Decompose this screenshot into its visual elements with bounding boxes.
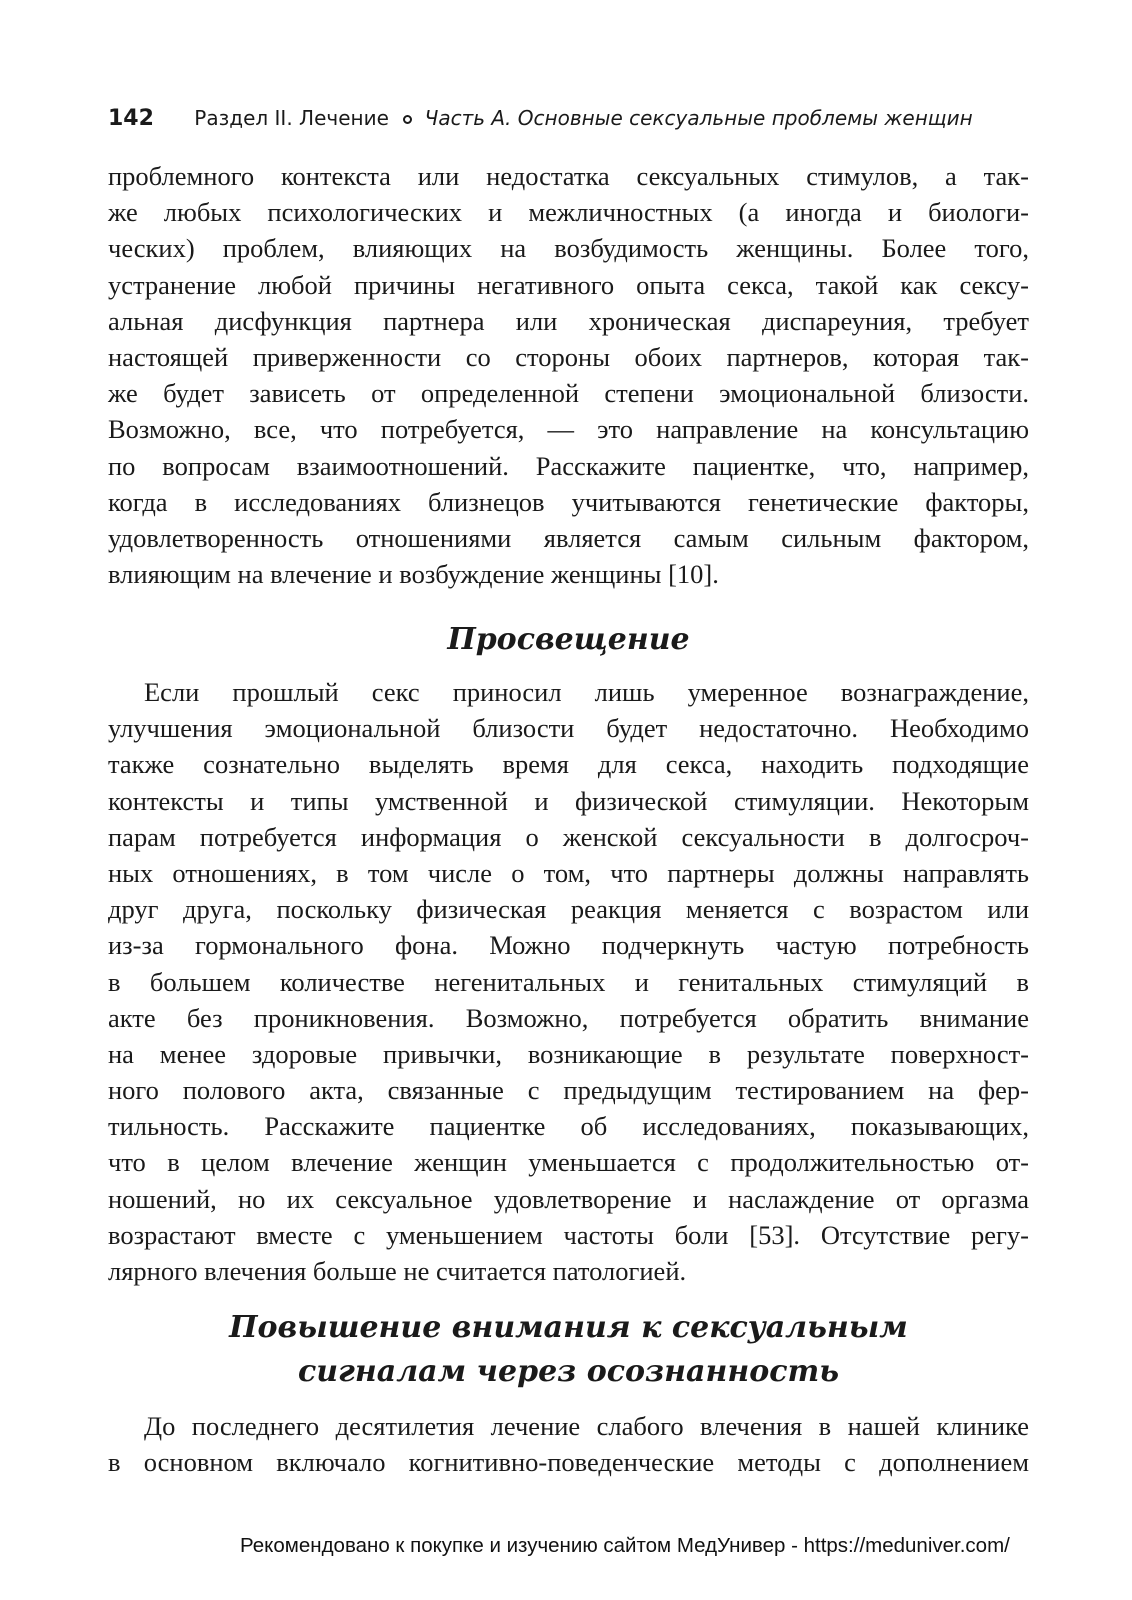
paragraph-continuation <box>108 158 1029 592</box>
text-line: когда в исследованиях близнецов учитываются генетические факторы, <box>108 486 1029 517</box>
section-heading-mindfulness <box>108 1306 1029 1394</box>
text-line: улучшения эмоциональной близости будет недостаточно. Необходимо <box>108 713 1029 744</box>
paragraph-education <box>108 674 1029 1289</box>
text-line: на менее здоровые привычки, возникающие в результате поверхност- <box>108 1038 1029 1069</box>
text-line: ных отношениях, в том числе о том, что партнеры должны направлять <box>108 857 1029 888</box>
text-line: также сознательно выделять время для секса, находить подходящие <box>108 749 1029 780</box>
text-line: ческих) проблем, влияющих на возбудимость женщины. Более того, <box>108 233 1029 264</box>
text-line: же любых психологических и межличностных (а иногда и биологи- <box>108 197 1029 228</box>
section-title: Раздел II. Лечение <box>194 106 389 130</box>
text-line: парам потребуется информация о женской сексуальности в долгосроч- <box>108 821 1029 852</box>
running-header <box>108 98 1028 138</box>
text-line: контексты и типы умственной и физической стимуляции. Некоторым <box>108 785 1029 816</box>
section-heading-education: Просвещение <box>447 622 690 657</box>
text-line: ного полового акта, связанные с предыдущим тестированием на фер- <box>108 1075 1029 1106</box>
watermark-footer: Рекомендовано к покупке и изучению сайтом МедУнивер - https://meduniver.com/ <box>240 1534 1010 1557</box>
text-line: проблемного контекста или недостатка сексуальных стимулов, а так- <box>108 161 1029 191</box>
text-line: Если прошлый секс приносил лишь умеренное вознаграждение, <box>144 677 1029 707</box>
text-line: удовлетворенность отношениями является самым сильным фактором, <box>108 522 1029 553</box>
text-line: из-за гормонального фона. Можно подчеркнуть частую потребность <box>108 930 1029 961</box>
text-line: настоящей приверженности со стороны обоих партнеров, которая так- <box>108 341 1029 372</box>
text-line: по вопросам взаимоотношений. Расскажите пациентке, что, например, <box>108 450 1029 481</box>
heading-line: сигналам через осознанность <box>297 1354 840 1389</box>
text-line: ношений, но их сексуальное удовлетворение и наслаждение от оргазма <box>108 1183 1029 1214</box>
part-title: Часть А. Основные сексуальные проблемы женщин <box>424 106 973 130</box>
paragraph-mindfulness <box>108 1408 1029 1480</box>
heading-line: Повышение внимания к сексуальным <box>229 1310 908 1345</box>
text-line: тильность. Расскажите пациентке об исследованиях, показывающих, <box>108 1111 1029 1142</box>
bullet-separator-icon <box>403 115 412 124</box>
text-line: что в целом влечение женщин уменьшается с продолжительностью от- <box>108 1147 1029 1178</box>
text-line: возрастают вместе с уменьшением частоты боли [53]. Отсутствие регу- <box>108 1219 1029 1250</box>
text-line: альная дисфункция партнера или хроническая диспареуния, требует <box>108 305 1029 336</box>
text-line: Возможно, все, что потребуется, — это направление на консультацию <box>108 414 1029 445</box>
text-line: в основном включало когнитивно-поведенческие методы с дополнением <box>108 1447 1029 1478</box>
text-line: друг друга, поскольку физическая реакция меняется с возрастом или <box>108 894 1029 925</box>
text-line: До последнего десятилетия лечение слабого влечения в нашей клинике <box>144 1411 1029 1441</box>
page-number: 142 <box>108 106 154 131</box>
text-line: же будет зависеть от определенной степени эмоциональной близости. <box>108 378 1029 409</box>
text-line: устранение любой причины негативного опыта секса, такой как сексу- <box>108 269 1029 300</box>
text-line: в большем количестве негенитальных и генитальных стимуляций в <box>108 966 1029 997</box>
text-line: акте без проникновения. Возможно, потребуется обратить внимание <box>108 1002 1029 1033</box>
text-line: лярного влечения больше не считается патологией. <box>108 1256 687 1286</box>
text-line: влияющим на влечение и возбуждение женщины [10]. <box>108 559 719 590</box>
